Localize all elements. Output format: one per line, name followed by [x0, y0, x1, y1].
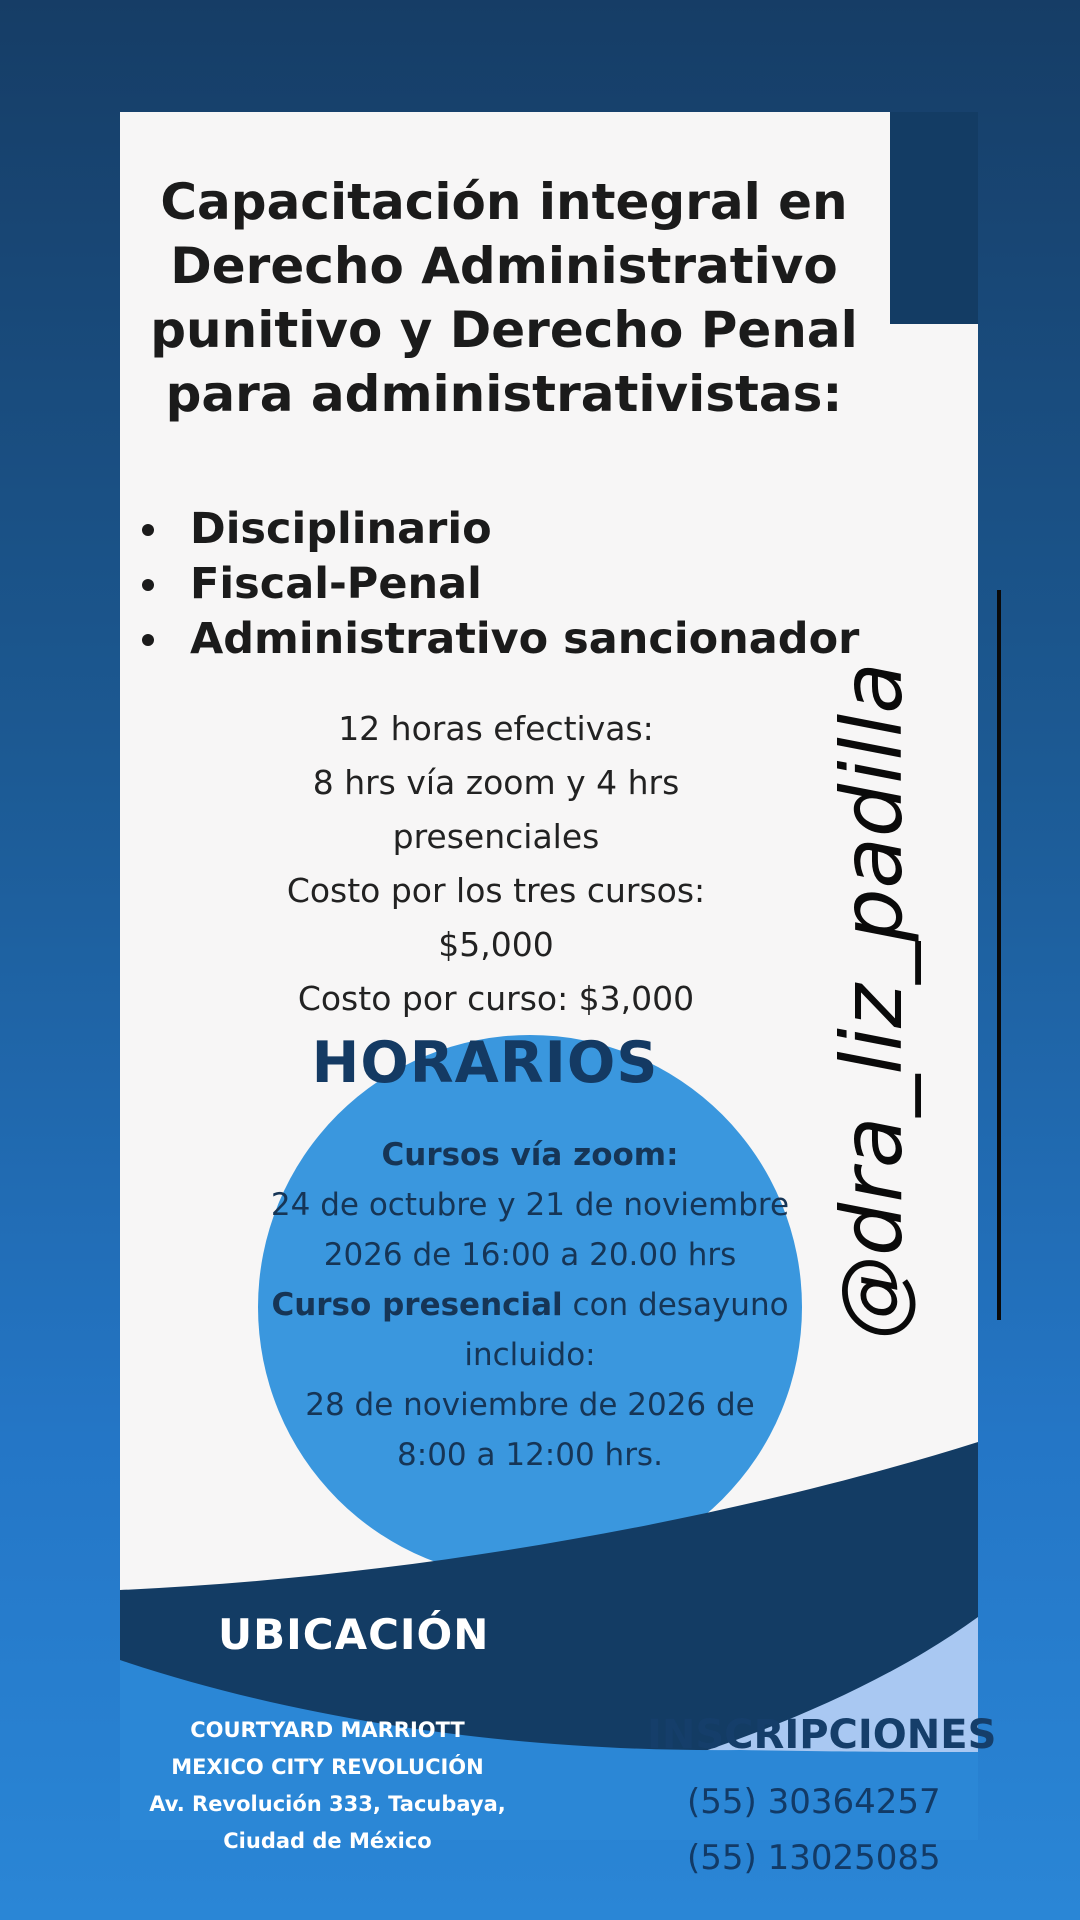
course-info: [285, 702, 707, 1026]
presencial-line: [268, 1280, 792, 1330]
info-hours: 12 horas efectivas:: [338, 709, 654, 748]
zoom-time: 2026 de 16:00 a 20.00 hrs: [323, 1237, 737, 1273]
info-cost-total: $5,000: [438, 925, 554, 964]
bullet-dot-icon: [142, 524, 154, 536]
info-cost-per-course: Costo por curso: $3,000: [297, 979, 695, 1018]
title-line: Capacitación integral en: [160, 173, 848, 231]
venue-line: Av. Revolución 333, Tacubaya,: [149, 1792, 506, 1816]
presencial-note-cont: incluido:: [464, 1337, 596, 1373]
topic-label: Disciplinario: [190, 504, 492, 554]
handle-underline: [997, 590, 1001, 1320]
horarios-details: [268, 1130, 792, 1480]
venue-line: MEXICO CITY REVOLUCIÓN: [171, 1755, 484, 1779]
topic-item: [120, 612, 859, 667]
info-modality: 8 hrs vía zoom y 4 hrs: [312, 763, 680, 802]
bullet-dot-icon: [142, 579, 154, 591]
venue-line: Ciudad de México: [223, 1829, 432, 1853]
topic-list: [120, 502, 859, 667]
title-line: Derecho Administrativo: [170, 237, 838, 295]
topic-item: [120, 502, 859, 557]
ubicacion-heading: UBICACIÓN: [218, 1610, 490, 1659]
phone-number[interactable]: (55) 30364257: [687, 1782, 941, 1822]
presencial-label: Curso presencial: [271, 1287, 563, 1323]
topic-label: Administrativo sancionador: [190, 614, 860, 664]
inscripciones-heading: INSCRIPCIONES: [647, 1712, 997, 1758]
title-line: para administrativistas:: [165, 365, 843, 423]
phone-list: [687, 1774, 941, 1886]
topic-label: Fiscal-Penal: [190, 559, 482, 609]
presencial-time: 8:00 a 12:00 hrs.: [397, 1437, 663, 1473]
title-line: punitivo y Derecho Penal: [150, 301, 858, 359]
topic-item: [120, 557, 859, 612]
info-modality-cont: presenciales: [392, 817, 600, 856]
venue-line: COURTYARD MARRIOTT: [190, 1718, 465, 1742]
course-title: [120, 170, 888, 426]
presencial-note: con desayuno: [562, 1287, 789, 1323]
venue-address: [120, 1712, 535, 1860]
presencial-date: 28 de noviembre de 2026 de: [305, 1387, 755, 1423]
bullet-dot-icon: [142, 634, 154, 646]
horarios-heading: HORARIOS: [311, 1030, 659, 1096]
zoom-label: Cursos vía zoom:: [381, 1137, 679, 1173]
phone-number[interactable]: (55) 13025085: [687, 1838, 941, 1878]
zoom-dates: 24 de octubre y 21 de noviembre: [270, 1187, 790, 1223]
social-handle: @dra_liz_padilla: [823, 662, 921, 1340]
info-cost-label: Costo por los tres cursos:: [286, 871, 706, 910]
